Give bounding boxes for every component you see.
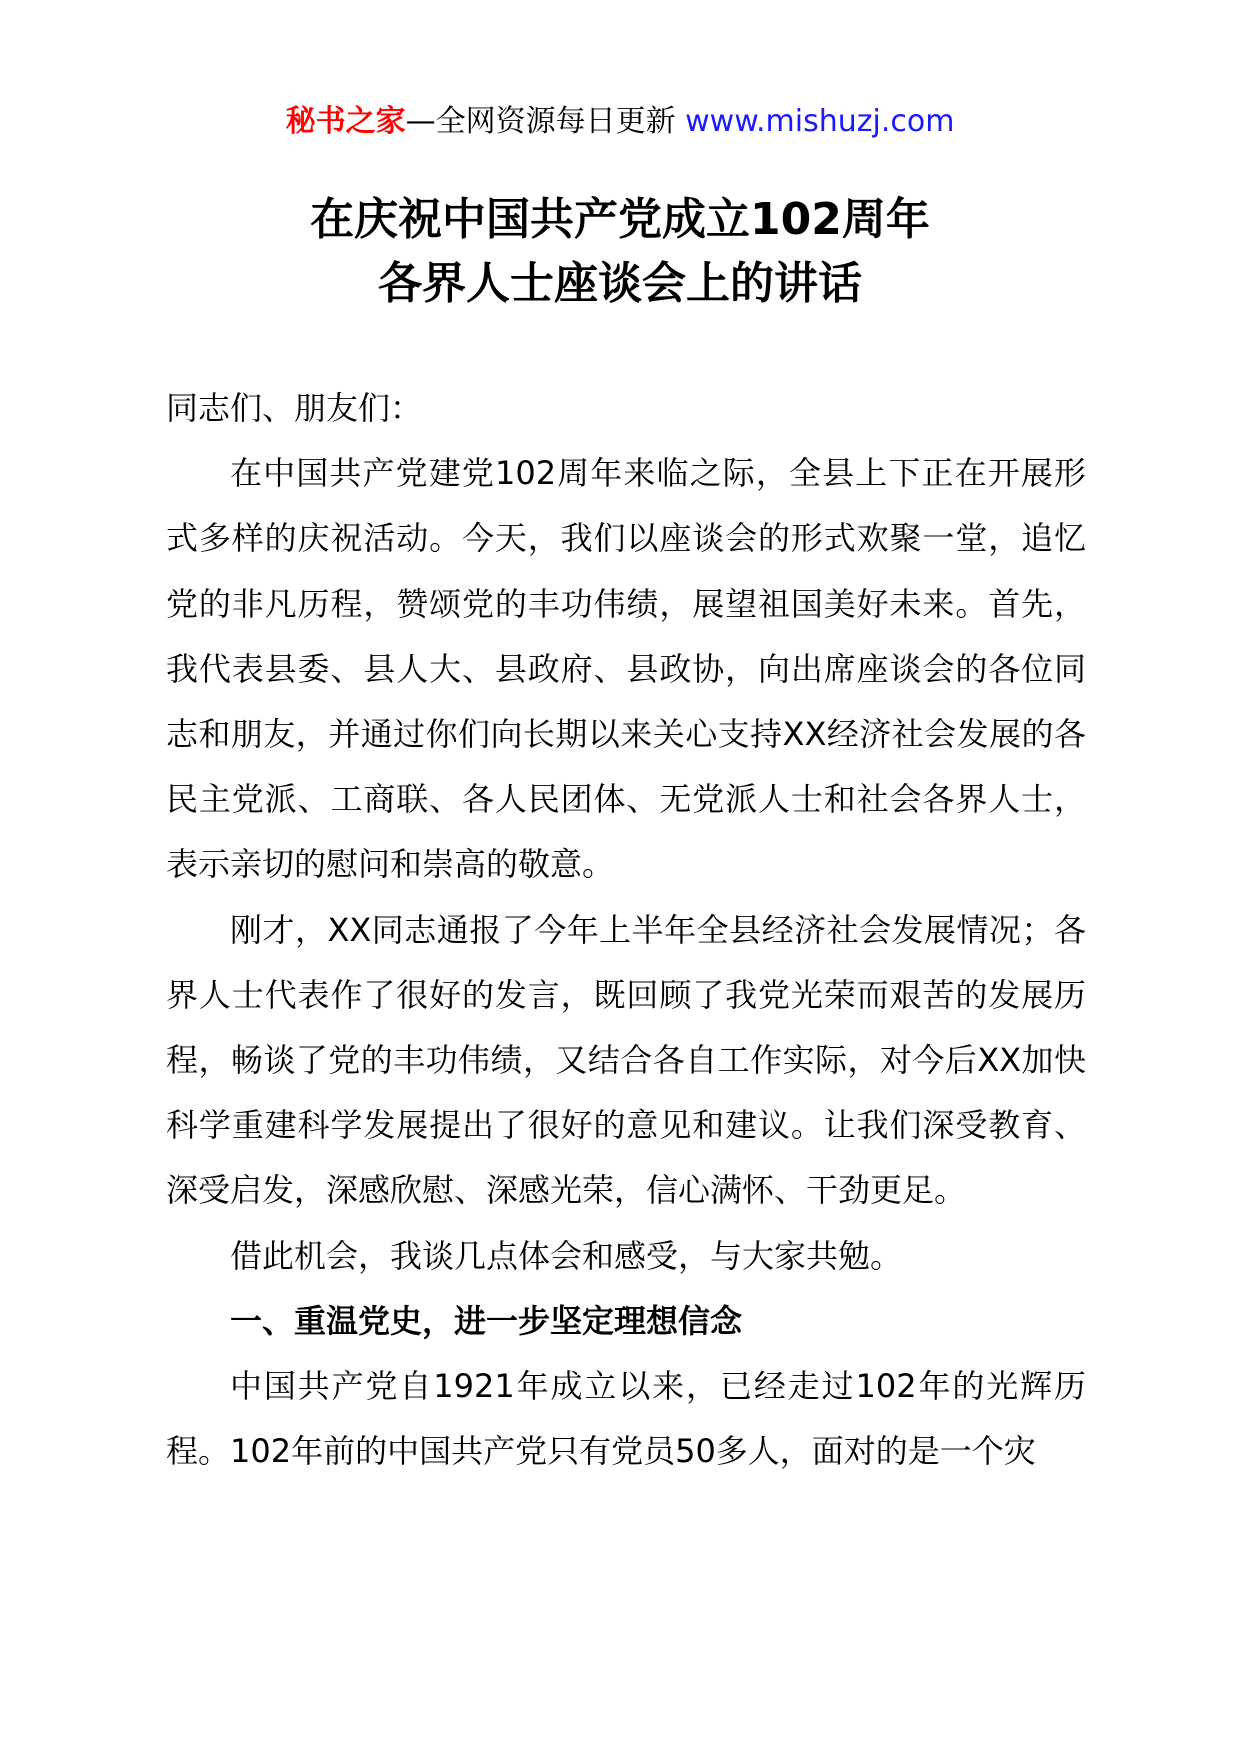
document-body — [166, 376, 1086, 1484]
paragraph-2: 刚才，XX同志通报了今年上半年全县经济社会发展情况；各界人士代表作了很好的发言，既回顾了我党光荣而艰苦的发展历程，畅谈了党的丰功伟绩，又结合各自工作实际，对今后XX加快科学重建科学发展提出了很好的意见和建议。让我们深受教育、深受启发，深感欣慰、深感光荣，信心满怀、干劲更足。 — [166, 910, 1086, 1210]
title-line-1: 在庆祝中国共产党成立102周年 — [310, 194, 930, 245]
paragraph-1: 在中国共产党建党102周年来临之际，全县上下正在开展形式多样的庆祝活动。今天，我们以座谈会的形式欢聚一堂，追忆党的非凡历程，赞颂党的丰功伟绩，展望祖国美好未来。首先，我代表县委、县人大、县政府、县政协，向出席座谈会的各位同志和朋友，并通过你们向长期以来关心支持XX经济社会发展的各民主党派、工商联、各人民团体、无党派人士和社会各界人士，表示亲切的慰问和崇高的敬意。 — [166, 454, 1086, 884]
section-heading-1: 一、重温党史，进一步坚定理想信念 — [230, 1301, 743, 1340]
title-line-2: 各界人士座谈会上的讲话 — [378, 258, 862, 309]
site-header — [0, 100, 1240, 144]
site-url-link[interactable]: www.mishuzj.com — [685, 104, 955, 139]
document-title — [0, 188, 1240, 316]
site-brand: 秘书之家 — [285, 104, 406, 139]
paragraph-3: 借此机会，我谈几点体会和感受，与大家共勉。 — [230, 1236, 903, 1275]
site-tagline: —全网资源每日更新 — [405, 104, 676, 139]
paragraph-4: 中国共产党自1921年成立以来，已经走过102年的光辉历程。102年前的中国共产党只有党员50多人，面对的是一个灾 — [166, 1367, 1086, 1471]
salutation: 同志们、朋友们： — [166, 389, 423, 427]
